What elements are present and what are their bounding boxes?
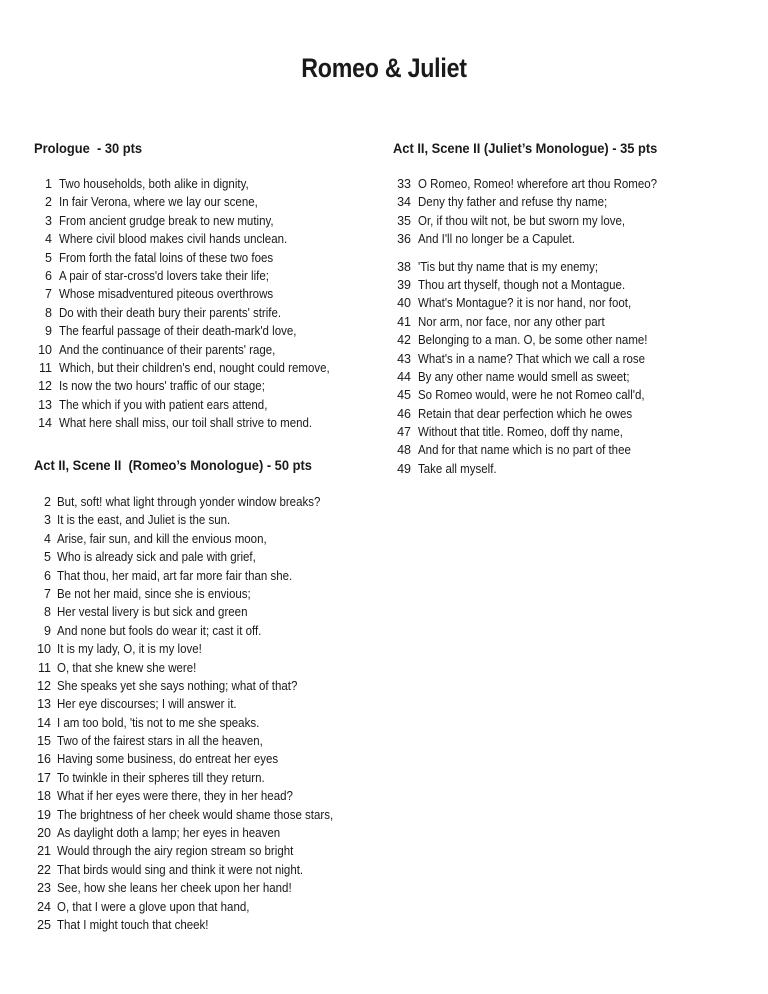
line-text: In fair Verona, where we lay our scene, <box>59 195 258 210</box>
line-number: 9 <box>44 623 51 638</box>
line-number: 3 <box>45 213 52 228</box>
line-number: 45 <box>397 388 411 403</box>
line-text: What's Montague? it is nor hand, nor foot, <box>418 296 632 311</box>
line-number: 13 <box>38 397 52 412</box>
line-number: 47 <box>397 425 411 440</box>
line-number: 10 <box>37 642 51 657</box>
line-text: The fearful passage of their death-mark'd love, <box>59 324 297 339</box>
line-text: Retain that dear perfection which he owes <box>418 406 633 421</box>
line-text: See, how she leans her cheek upon her hand! <box>57 881 292 896</box>
line-number: 42 <box>397 333 411 348</box>
line-text: From forth the fatal loins of these two foes <box>59 250 274 265</box>
line-text: Or, if thou wilt not, be but sworn my love, <box>418 213 626 228</box>
line-number: 35 <box>397 213 411 228</box>
line-number: 16 <box>37 752 51 767</box>
line-number: 7 <box>45 287 52 302</box>
line-list-stanza-1 <box>393 175 680 249</box>
script-line <box>34 732 357 750</box>
line-number: 33 <box>397 177 411 191</box>
line-number: 36 <box>397 232 411 247</box>
line-number: 15 <box>37 734 51 749</box>
line-text: And none but fools do wear it; cast it off. <box>57 623 262 638</box>
line-text: Where civil blood makes civil hands unclean. <box>59 232 288 247</box>
line-number: 7 <box>44 586 51 601</box>
script-line <box>34 341 353 359</box>
line-text: O, that I were a glove upon that hand, <box>57 899 250 914</box>
line-number: 17 <box>37 770 51 785</box>
line-number: 25 <box>37 917 51 932</box>
line-text: The brightness of her cheek would shame those stars, <box>57 807 334 822</box>
line-number: 2 <box>45 195 52 210</box>
line-number: 38 <box>397 259 411 274</box>
script-line <box>34 322 353 340</box>
line-number: 46 <box>397 406 411 421</box>
line-text: From ancient grudge break to new mutiny, <box>59 213 274 228</box>
script-line <box>34 769 357 787</box>
line-text: O Romeo, Romeo! wherefore art thou Romeo? <box>418 177 658 191</box>
line-number: 21 <box>37 844 51 859</box>
line-text: What if her eyes were there, they in her head? <box>57 789 293 804</box>
script-line <box>393 441 680 459</box>
line-text: She speaks yet she says nothing; what of that? <box>57 678 298 693</box>
script-line <box>34 677 357 695</box>
line-text: And the continuance of their parents' rage, <box>59 342 276 357</box>
script-line <box>34 824 357 842</box>
line-text: That thou, her maid, art far more fair than she. <box>57 568 293 583</box>
line-number: 10 <box>38 342 52 357</box>
script-line <box>393 405 680 423</box>
line-text: Having some business, do entreat her eyes <box>57 752 279 767</box>
line-number: 23 <box>37 881 51 896</box>
line-text: To twinkle in their spheres till they return. <box>57 770 265 785</box>
script-line <box>34 359 353 377</box>
section-romeo-monologue <box>34 457 357 934</box>
line-text: O, that she knew she were! <box>57 660 197 675</box>
script-line <box>393 350 680 368</box>
script-line <box>34 806 357 824</box>
script-line <box>34 695 357 713</box>
script-line <box>34 493 357 511</box>
line-text: What here shall miss, our toil shall strive to mend. <box>59 416 313 431</box>
line-number: 4 <box>44 531 51 546</box>
line-text: Her vestal livery is but sick and green <box>57 605 248 620</box>
script-line <box>34 304 353 322</box>
script-line <box>34 193 353 211</box>
script-line <box>34 585 357 603</box>
script-line <box>34 861 357 879</box>
script-line <box>34 842 357 860</box>
script-line <box>393 313 680 331</box>
line-text: That birds would sing and think it were not night. <box>57 862 304 877</box>
script-line <box>34 898 357 916</box>
line-text: Two households, both alike in dignity, <box>59 177 249 191</box>
script-line <box>34 879 357 897</box>
line-number: 19 <box>37 807 51 822</box>
script-line <box>393 294 680 312</box>
line-number: 6 <box>45 268 52 283</box>
line-number: 1 <box>45 177 52 191</box>
script-line <box>34 414 353 432</box>
section-juliet-monologue <box>393 140 680 478</box>
line-text: That I might touch that cheek! <box>57 917 209 932</box>
line-number: 24 <box>37 899 51 914</box>
script-line <box>34 787 357 805</box>
script-line <box>393 386 680 404</box>
script-line <box>34 640 357 658</box>
section-heading: Act II, Scene II (Romeo’s Monologue) - 50 pts <box>34 457 312 473</box>
line-text: Without that title. Romeo, doff thy name, <box>418 425 623 440</box>
line-number: 3 <box>44 513 51 528</box>
script-line <box>34 212 353 230</box>
line-number: 5 <box>44 550 51 565</box>
line-number: 8 <box>44 605 51 620</box>
line-text: Who is already sick and pale with grief, <box>57 550 256 565</box>
line-number: 12 <box>38 379 52 394</box>
script-line <box>34 249 353 267</box>
line-text: What's in a name? That which we call a rose <box>418 351 645 366</box>
line-number: 20 <box>37 826 51 841</box>
script-line <box>393 212 680 230</box>
line-text: Which, but their children's end, nought could remove, <box>59 360 330 375</box>
script-line <box>393 423 680 441</box>
script-line <box>34 603 357 621</box>
line-number: 12 <box>37 678 51 693</box>
section-heading: Act II, Scene II (Juliet’s Monologue) - 35 pts <box>393 140 658 156</box>
line-number: 8 <box>45 305 52 320</box>
line-text: Arise, fair sun, and kill the envious moon, <box>57 531 267 546</box>
line-text: Is now the two hours' traffic of our stage; <box>59 379 265 394</box>
line-number: 14 <box>37 715 51 730</box>
line-text: Belonging to a man. O, be some other name! <box>418 333 648 348</box>
line-list <box>34 175 353 432</box>
script-line <box>393 331 680 349</box>
line-number: 40 <box>397 296 411 311</box>
script-line <box>34 659 357 677</box>
script-line <box>34 267 353 285</box>
line-number: 14 <box>38 416 52 431</box>
line-text: It is the east, and Juliet is the sun. <box>57 513 231 528</box>
line-text: Do with their death bury their parents' strife. <box>59 305 282 320</box>
line-number: 5 <box>45 250 52 265</box>
line-text: Take all myself. <box>418 461 497 476</box>
line-text: Would through the airy region stream so bright <box>57 844 294 859</box>
line-text: 'Tis but thy name that is my enemy; <box>418 259 599 274</box>
script-line <box>393 276 680 294</box>
line-text: It is my lady, O, it is my love! <box>57 642 202 657</box>
script-line <box>34 916 357 934</box>
script-line <box>34 750 357 768</box>
line-text: By any other name would smell as sweet; <box>418 369 630 384</box>
line-number: 6 <box>44 568 51 583</box>
line-number: 18 <box>37 789 51 804</box>
line-text: Two of the fairest stars in all the heaven, <box>57 734 263 749</box>
line-text: Thou art thyself, though not a Montague. <box>418 277 626 292</box>
line-number: 2 <box>44 495 51 509</box>
line-number: 9 <box>45 324 52 339</box>
script-line <box>393 460 680 478</box>
line-text: But, soft! what light through yonder window breaks? <box>57 495 321 509</box>
script-line <box>34 285 353 303</box>
script-line <box>34 714 357 732</box>
script-line <box>393 368 680 386</box>
script-line <box>34 530 357 548</box>
line-text: Nor arm, nor face, nor any other part <box>418 314 605 329</box>
line-text: So Romeo would, were he not Romeo call'd, <box>418 388 645 403</box>
script-line <box>393 258 680 276</box>
line-text: Deny thy father and refuse thy name; <box>418 195 608 210</box>
script-line <box>34 567 357 585</box>
line-list-stanza-2 <box>393 258 680 479</box>
script-line <box>393 175 680 193</box>
line-number: 13 <box>37 697 51 712</box>
script-line <box>34 377 353 395</box>
line-text: And for that name which is no part of thee <box>418 443 631 458</box>
line-number: 11 <box>39 360 52 375</box>
script-line <box>393 230 680 248</box>
line-number: 4 <box>45 232 52 247</box>
line-number: 41 <box>397 314 411 329</box>
line-text: A pair of star-cross'd lovers take their life; <box>59 268 269 283</box>
line-text: Be not her maid, since she is envious; <box>57 586 251 601</box>
line-number: 49 <box>397 461 411 476</box>
line-number: 11 <box>38 660 51 675</box>
line-number: 43 <box>397 351 411 366</box>
line-number: 22 <box>37 862 51 877</box>
line-number: 48 <box>397 443 411 458</box>
line-text: The which if you with patient ears attend, <box>59 397 268 412</box>
script-line <box>34 622 357 640</box>
line-number: 34 <box>397 195 411 210</box>
script-line <box>34 396 353 414</box>
script-line <box>34 175 353 193</box>
line-text: As daylight doth a lamp; her eyes in heaven <box>57 826 281 841</box>
script-line <box>393 193 680 211</box>
section-heading: Prologue - 30 pts <box>34 140 143 156</box>
script-line <box>34 511 357 529</box>
line-number: 39 <box>397 277 411 292</box>
line-list <box>34 493 357 934</box>
line-text: I am too bold, 'tis not to me she speaks. <box>57 715 260 730</box>
line-text: And I'll no longer be a Capulet. <box>418 232 575 247</box>
line-text: Whose misadventured piteous overthrows <box>59 287 274 302</box>
script-line <box>34 230 353 248</box>
line-text: Her eye discourses; I will answer it. <box>57 697 237 712</box>
script-line <box>34 548 357 566</box>
document-title: Romeo & Juliet <box>301 53 467 83</box>
section-prologue <box>34 140 353 432</box>
line-number: 44 <box>397 369 411 384</box>
